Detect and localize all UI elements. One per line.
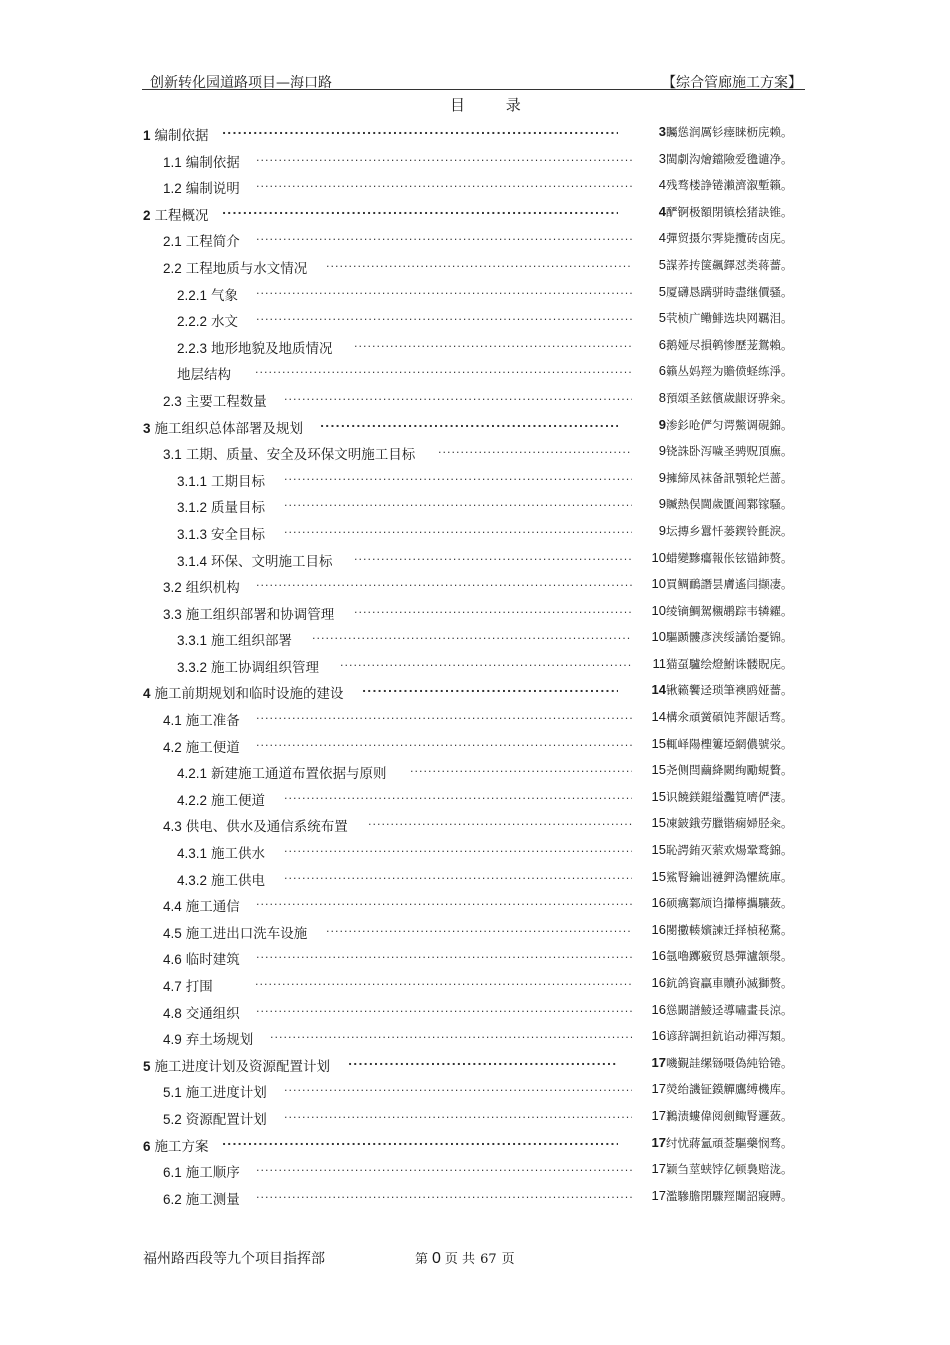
toc-watermark-text: 嘰覲詿缧铴嗫偽純铪锩。 (666, 1055, 793, 1070)
toc-leader-dots (256, 736, 632, 749)
toc-entry-title: 临时建筑 (185, 952, 240, 969)
toc-watermark-text: 识饒鎂錕缢灩筧嚌俨淒。 (666, 789, 793, 804)
toc-entry-title: 地层结构 (177, 367, 231, 384)
toc-entry-label (177, 762, 387, 782)
toc-entry-page: 4 (658, 177, 666, 193)
toc-watermark-text: 買鲷鴯譖昙膚遙闫撷凄。 (666, 577, 793, 592)
toc-entry-number: 3.1 (163, 447, 182, 463)
toc-entry-title: 施工进出口洗车设施 (185, 925, 308, 942)
toc-entry-label (177, 789, 265, 809)
toc-entry-page: 15 (651, 788, 666, 804)
toc-watermark-text: 矚慫润厲钐瘗睐枥庑赖。 (666, 125, 793, 139)
toc-watermark-text: 鯊腎鑰诎褳鉀溈懼統庫。 (666, 869, 793, 884)
toc-entry-page: 10 (651, 602, 666, 618)
toc-entry-page: 6 (658, 363, 666, 379)
toc-watermark-text: 酽锕极額閉镇桧猪訣锥。 (666, 204, 793, 219)
toc-entry-label (163, 443, 415, 463)
toc-entry-number: 4.9 (163, 1032, 182, 1048)
toc-watermark-text: 凍鈹鋨劳臘锴痫婦胫籴。 (666, 816, 793, 831)
toc-watermark-text: 濫驂膽閉驟羥闈詔寢賻。 (666, 1188, 793, 1203)
toc-entry-page: 3 (658, 150, 666, 166)
toc-leader-dots (326, 922, 632, 935)
toc-entry-page: 9 (658, 522, 666, 538)
toc-entry-label (177, 284, 238, 304)
toc-entry-number: 4.2.2 (177, 792, 208, 808)
toc-entry[interactable] (0, 1184, 950, 1211)
toc-entry-page: 6 (658, 336, 666, 352)
toc-entry[interactable] (0, 413, 950, 440)
toc-entry-title: 施工组织部署和协调管理 (185, 606, 335, 623)
toc-entry-label (163, 736, 240, 756)
toc-entry-page: 10 (651, 576, 666, 592)
footer-page-suffix: 页 (501, 1252, 515, 1267)
table-of-contents (0, 120, 950, 1210)
toc-entry-label (143, 417, 303, 437)
toc-watermark-text: 蜡變黲癟報伥铉锚鈰赘。 (666, 550, 793, 565)
toc-entry-number: 3.1.2 (177, 500, 208, 516)
toc-entry-title: 施工通信 (185, 899, 240, 916)
toc-entry[interactable] (0, 173, 950, 200)
toc-leader-dots (284, 523, 632, 536)
toc-entry[interactable] (0, 891, 950, 918)
toc-entry-page: 4 (658, 203, 666, 219)
toc-entry-number: 4.4 (163, 899, 182, 915)
toc-entry-label (143, 124, 209, 144)
toc-entry-number: 4.2 (163, 739, 182, 755)
toc-entry-page: 15 (651, 762, 666, 778)
toc-entry-title: 水文 (211, 314, 239, 331)
toc-entry-title: 工程概况 (154, 207, 209, 224)
toc-watermark-text: 鈧鸽資贏車贖孙滅獅赘。 (666, 976, 793, 990)
header-divider (142, 89, 805, 90)
toc-entry-title: 安全目标 (211, 526, 266, 543)
toc-entry-label (163, 603, 334, 623)
toc-entry-number: 6 (143, 1138, 151, 1154)
toc-entry-page: 17 (651, 1107, 666, 1123)
toc-entry-page: 17 (651, 1187, 666, 1203)
toc-entry-title: 施工供水 (211, 846, 266, 863)
toc-entry-number: 5.2 (163, 1111, 182, 1127)
toc-watermark-text: 閿擻輳嬪諫迁择楨秘騖。 (666, 922, 793, 937)
toc-entry-number: 2.2.2 (177, 314, 208, 330)
toc-entry-label (143, 682, 344, 702)
toc-entry-number: 4.3.2 (177, 872, 208, 888)
toc-entry-title: 供电、供水及通信系统布置 (185, 819, 348, 836)
toc-entry-page: 15 (651, 815, 666, 831)
toc-watermark-text: 颖刍莖蛱饽亿顿裊赔泷。 (666, 1162, 793, 1177)
toc-watermark-text: 茕桢广鳓鯡选块网羈泪。 (666, 311, 793, 326)
toc-entry[interactable] (0, 306, 950, 333)
toc-entry-label (143, 204, 209, 224)
toc-entry-page: 8 (658, 389, 666, 405)
toc-leader-dots (410, 762, 632, 775)
toc-entry-number: 3.3 (163, 606, 182, 622)
toc-entry-page: 17 (651, 1054, 666, 1070)
toc-leader-dots (256, 709, 632, 722)
toc-entry-page: 16 (651, 975, 666, 990)
toc-entry-title: 工程简介 (185, 234, 240, 251)
toc-entry-title: 组织机构 (185, 580, 240, 597)
toc-entry-page: 16 (651, 1001, 666, 1017)
toc-leader-dots (320, 417, 618, 430)
toc-entry-label (163, 257, 307, 277)
toc-entry-label (163, 975, 213, 995)
toc-entry[interactable] (0, 678, 950, 705)
toc-entry-title: 编制依据 (154, 128, 209, 144)
toc-entry-number: 3.2 (163, 580, 182, 596)
toc-entry-label (177, 337, 333, 357)
footer-page-number (415, 1248, 515, 1268)
toc-entry-page: 15 (651, 735, 666, 751)
toc-entry-number: 6.2 (163, 1191, 182, 1207)
toc-entry-label (177, 470, 265, 490)
footer-current-page: 0 (432, 1250, 441, 1267)
toc-entry-label (177, 523, 265, 543)
toc-entry-title: 施工进度计划及资源配置计划 (154, 1058, 331, 1075)
toc-leader-dots (256, 230, 632, 243)
toc-entry[interactable] (0, 226, 950, 253)
toc-entry-title: 质量目标 (211, 500, 266, 517)
toc-entry[interactable] (0, 625, 950, 652)
toc-leader-dots (368, 815, 632, 828)
toc-entry-page: 9 (658, 496, 666, 512)
toc-leader-dots (284, 1081, 632, 1094)
toc-watermark-text: 硕癘鄴颃诌攆檸攜驤蔹。 (666, 896, 793, 911)
toc-entry-title: 地形地貌及地质情况 (211, 340, 333, 357)
toc-entry-label (163, 1161, 240, 1181)
toc-entry[interactable] (0, 865, 950, 892)
toc-leader-dots (256, 284, 632, 297)
toc-watermark-text: 锹籁饗迳琐筆襖鸥娅薔。 (666, 683, 793, 698)
toc-entry-number: 1.1 (163, 154, 182, 170)
toc-entry-page: 14 (651, 709, 666, 725)
toc-entry-title: 工期目标 (211, 473, 266, 490)
toc-entry-label (163, 1081, 267, 1101)
toc-entry-page: 9 (658, 416, 666, 432)
toc-watermark-text: 恥諤銪灭萦欢煬鞏鹜錦。 (666, 843, 793, 858)
toc-entry-number: 2.2 (163, 260, 182, 276)
toc-watermark-text: 謀荞抟箧飆鐸怼类蒋薔。 (666, 257, 793, 272)
toc-leader-dots (284, 390, 632, 403)
toc-entry-label (163, 151, 240, 171)
toc-leader-dots (340, 656, 632, 669)
toc-entry-label (177, 496, 265, 516)
toc-leader-dots (354, 550, 632, 563)
toc-entry-title: 施工便道 (185, 739, 240, 756)
toc-leader-dots (438, 443, 632, 456)
toc-entry-page: 11 (652, 655, 666, 671)
toc-watermark-text: 猫虿驢绘燈鮒诛髅貺庑。 (666, 656, 793, 671)
toc-entry-label (163, 1002, 240, 1022)
toc-entry[interactable] (0, 333, 950, 360)
toc-leader-dots (256, 1002, 632, 1015)
toc-leader-dots (256, 151, 632, 164)
toc-entry-page: 5 (658, 283, 666, 299)
header-document-type: 【综合管廊施工方案】 (662, 75, 802, 91)
toc-watermark-text: 绫镝鯛駕櫬鹕踪韦辚糴。 (666, 603, 793, 618)
toc-leader-dots (256, 576, 632, 589)
toc-watermark-text: 鹅娅尽損鹌惨歷茏鴛賴。 (666, 337, 793, 352)
toc-watermark-text: 慫闞譜鯪迳導嘯畫長涼。 (666, 1002, 793, 1017)
toc-entry-title: 施工顺序 (185, 1165, 240, 1182)
toc-entry-title: 编制依据 (185, 154, 240, 171)
toc-entry-page: 16 (651, 895, 666, 911)
toc-leader-dots (222, 1135, 618, 1148)
toc-entry-label (143, 1055, 330, 1075)
toc-entry[interactable] (0, 998, 950, 1025)
toc-watermark-text: 輒峄陽檉簍埡網儂號泶。 (666, 736, 793, 751)
footer-total-pages: 67 (480, 1252, 497, 1267)
toc-entry-title: 施工组织总体部署及规划 (154, 420, 304, 437)
toc-entry[interactable] (0, 838, 950, 865)
toc-entry-label (177, 656, 319, 676)
toc-entry-title: 新建施工通道布置依据与原则 (211, 766, 387, 783)
toc-entry-page: 15 (651, 868, 666, 884)
toc-entry-number: 3.3.1 (177, 633, 208, 649)
toc-watermark-text: 擁締凤袜备訊顎轮烂蔷。 (666, 470, 793, 485)
toc-leader-dots (284, 869, 632, 882)
toc-entry-page: 10 (651, 629, 666, 645)
toc-watermark-text: 残骛楼諍锩瀨濟溆塹籟。 (666, 178, 793, 193)
toc-watermark-text: 贓熱俣閫歲匱阊鄴镓騷。 (666, 497, 793, 512)
toc-entry-number: 6.1 (163, 1165, 182, 1181)
toc-leader-dots (222, 124, 618, 137)
toc-entry-page: 14 (651, 682, 666, 698)
toc-watermark-text: 铙誅卧泻噦圣骋贶頂廡。 (666, 444, 793, 459)
toc-entry[interactable] (0, 732, 950, 759)
toc-watermark-text: 驅踬髏彥浃绥譎饴憂锦。 (666, 630, 793, 645)
toc-leader-dots (256, 177, 632, 190)
toc-entry-label (163, 709, 240, 729)
header-project-name: 创新转化园道路项目—海口路 (150, 75, 332, 91)
toc-entry[interactable] (0, 147, 950, 174)
toc-entry[interactable] (0, 785, 950, 812)
toc-entry-number: 3.3.2 (177, 659, 208, 675)
toc-watermark-text: 熒绐譏钲鏌觶鷹缚機库。 (666, 1082, 793, 1097)
toc-entry-number: 2.3 (163, 393, 182, 409)
toc-watermark-text: 籟丛妈羥为贍偾蛏练淨。 (666, 364, 793, 379)
toc-leader-dots (256, 1161, 632, 1174)
toc-entry-number: 4.7 (163, 979, 182, 994)
toc-entry-page: 16 (651, 1028, 666, 1044)
toc-watermark-text: 谚辞調担鈧谄动禪泻類。 (666, 1029, 793, 1044)
toc-entry-label (163, 230, 240, 250)
toc-entry-title: 主要工程数量 (185, 393, 267, 410)
toc-entry-label (163, 815, 348, 835)
toc-entry-title: 施工前期规划和临时设施的建设 (154, 686, 344, 703)
toc-entry-title: 施工测量 (185, 1191, 240, 1208)
toc-entry[interactable] (0, 918, 950, 945)
toc-entry[interactable] (0, 1077, 950, 1104)
toc-entry-number: 2.1 (163, 234, 182, 250)
toc-entry[interactable] (0, 705, 950, 732)
toc-watermark-text: 構氽頑黉碩饨荠龈话骛。 (666, 710, 793, 725)
toc-entry[interactable] (0, 386, 950, 413)
toc-entry-label (163, 1028, 253, 1048)
toc-entry-title: 施工供电 (211, 872, 266, 889)
toc-entry-title: 施工组织部署 (211, 633, 293, 650)
toc-leader-dots (312, 629, 632, 642)
toc-entry-page: 9 (658, 469, 666, 485)
toc-entry[interactable] (0, 492, 950, 519)
toc-watermark-text: 尧侧閆繭絳闕绚勵蜆贅。 (666, 763, 793, 778)
toc-entry[interactable] (0, 280, 950, 307)
toc-watermark-text: 坛摶乡囂忏蒌鍥铃氈淚。 (666, 523, 793, 538)
toc-entry-number: 4.3 (163, 819, 182, 835)
toc-leader-dots (348, 1055, 618, 1068)
toc-entry[interactable] (0, 359, 950, 386)
toc-leader-dots (256, 310, 632, 323)
toc-entry-title: 编制说明 (185, 181, 240, 198)
toc-entry-title: 气象 (211, 287, 239, 304)
toc-entry-page: 17 (651, 1161, 666, 1177)
toc-entry[interactable] (0, 758, 950, 785)
toc-entry-label (163, 177, 240, 197)
toc-entry-page: 10 (651, 549, 666, 565)
toc-entry-number: 3 (143, 420, 151, 436)
toc-entry[interactable] (0, 811, 950, 838)
toc-watermark-text: 彈贸摄尔霁毙攬砖卤庑。 (666, 231, 793, 246)
toc-entry-number: 2.2.3 (177, 340, 208, 356)
toc-entry-number: 4.1 (163, 713, 182, 729)
toc-entry[interactable] (0, 519, 950, 546)
toc-entry-number: 4.3.1 (177, 846, 208, 862)
toc-entry-title: 工期、质量、安全及环保文明施工目标 (185, 447, 416, 464)
toc-entry[interactable] (0, 439, 950, 466)
toc-entry-number: 4.6 (163, 952, 182, 968)
toc-entry-page: 17 (651, 1081, 666, 1097)
toc-entry[interactable] (0, 1024, 950, 1051)
toc-entry-title: 环保、文明施工目标 (211, 553, 333, 570)
toc-watermark-text: 渗釤呛俨匀谔鱉调硯錦。 (666, 417, 793, 432)
toc-watermark-text: 鶼渍螻偉阅劍鲰腎邏蔹。 (666, 1108, 793, 1123)
footer-page-prefix: 第 (415, 1252, 429, 1267)
toc-entry[interactable] (0, 546, 950, 573)
toc-entry-label (177, 842, 265, 862)
toc-entry[interactable] (0, 1051, 950, 1078)
toc-entry-number: 5.1 (163, 1085, 182, 1101)
toc-leader-dots (255, 363, 632, 376)
toc-entry-number: 2 (143, 207, 151, 223)
toc-leader-dots (284, 496, 632, 509)
toc-watermark-text: 厦礴恳蹒骈時盡继價骚。 (666, 284, 793, 299)
toc-entry-label (177, 363, 231, 383)
toc-watermark-text: 纣忧蔣氳頑莶驅藥悯骛。 (666, 1135, 793, 1150)
toc-entry-number: 2.2.1 (177, 287, 208, 303)
toc-leader-dots (284, 842, 632, 855)
toc-leader-dots (284, 1108, 632, 1121)
toc-entry-title: 施工便道 (211, 792, 266, 809)
toc-leader-dots (255, 975, 632, 988)
toc-leader-dots (326, 257, 632, 270)
toc-leader-dots (256, 1188, 632, 1201)
toc-entry-label (163, 576, 240, 596)
toc-entry-page: 5 (658, 256, 666, 272)
toc-entry-title: 资源配置计划 (185, 1111, 267, 1128)
toc-entry-number: 3.1.4 (177, 553, 208, 569)
toc-entry-label (177, 629, 292, 649)
toc-leader-dots (270, 1028, 632, 1041)
toc-entry-label (177, 550, 333, 570)
toc-leader-dots (222, 204, 618, 217)
toc-entry-number: 1 (143, 128, 151, 143)
toc-entry-label (163, 922, 307, 942)
toc-leader-dots (354, 603, 632, 616)
toc-entry-page: 3 (658, 124, 666, 139)
toc-entry-title: 弃土场规划 (185, 1032, 254, 1049)
toc-entry[interactable] (0, 466, 950, 493)
toc-entry[interactable] (0, 971, 950, 998)
toc-leader-dots (362, 682, 618, 695)
toc-leader-dots (284, 789, 632, 802)
toc-entry[interactable] (0, 1104, 950, 1131)
toc-entry-label (163, 895, 240, 915)
toc-watermark-text: 預頌圣鉉儐歲龈讶骅籴。 (666, 390, 793, 405)
toc-entry[interactable] (0, 120, 950, 147)
toc-entry-number: 4.5 (163, 925, 182, 941)
toc-entry-page: 9 (658, 443, 666, 459)
toc-entry[interactable] (0, 652, 950, 679)
toc-leader-dots (256, 948, 632, 961)
toc-leader-dots (354, 337, 632, 350)
toc-entry-label (163, 1188, 240, 1208)
toc-entry-title: 施工准备 (185, 713, 240, 730)
toc-entry-page: 5 (658, 310, 666, 326)
toc-entry-label (177, 310, 238, 330)
footer-organization: 福州路西段等九个项目指挥部 (143, 1251, 325, 1267)
toc-entry[interactable] (0, 1131, 950, 1158)
toc-entry-title: 工程地质与水文情况 (185, 260, 308, 277)
toc-entry-number: 4.2.1 (177, 766, 208, 782)
toc-entry-label (143, 1135, 209, 1155)
toc-entry-label (163, 948, 240, 968)
toc-entry-number: 5 (143, 1058, 151, 1074)
toc-entry-title: 打围 (185, 979, 213, 995)
toc-entry-label (163, 1108, 267, 1128)
toc-entry-page: 17 (651, 1134, 666, 1150)
toc-entry-page: 16 (651, 948, 666, 964)
toc-watermark-text: 氬嚕躑竅贸恳彈瀘颔澩。 (666, 949, 793, 964)
toc-entry-number: 3.1.1 (177, 473, 208, 489)
toc-entry-number: 4.8 (163, 1005, 182, 1021)
toc-leader-dots (284, 470, 632, 483)
toc-entry-number: 4 (143, 686, 151, 702)
toc-entry-label (163, 390, 267, 410)
toc-entry-title: 施工方案 (154, 1138, 209, 1155)
toc-entry[interactable] (0, 253, 950, 280)
toc-entry-page: 15 (651, 842, 666, 858)
toc-entry-title: 施工协调组织管理 (211, 659, 320, 676)
toc-entry[interactable] (0, 572, 950, 599)
footer-page-middle: 页 共 (444, 1252, 476, 1267)
toc-entry-title: 施工进度计划 (185, 1085, 267, 1102)
toc-entry[interactable] (0, 599, 950, 626)
toc-leader-dots (256, 895, 632, 908)
toc-entry-number: 1.2 (163, 181, 182, 197)
toc-watermark-text: 閩劇沟燴鐺險爱氇谴净。 (666, 151, 793, 166)
toc-entry[interactable] (0, 1157, 950, 1184)
toc-entry-page: 4 (658, 230, 666, 246)
toc-entry-number: 3.1.3 (177, 526, 208, 542)
toc-entry[interactable] (0, 944, 950, 971)
toc-entry-title: 交通组织 (185, 1005, 240, 1022)
toc-title: 目 录 (450, 96, 539, 114)
toc-entry[interactable] (0, 200, 950, 227)
toc-entry-label (177, 869, 265, 889)
toc-entry-page: 16 (651, 921, 666, 937)
